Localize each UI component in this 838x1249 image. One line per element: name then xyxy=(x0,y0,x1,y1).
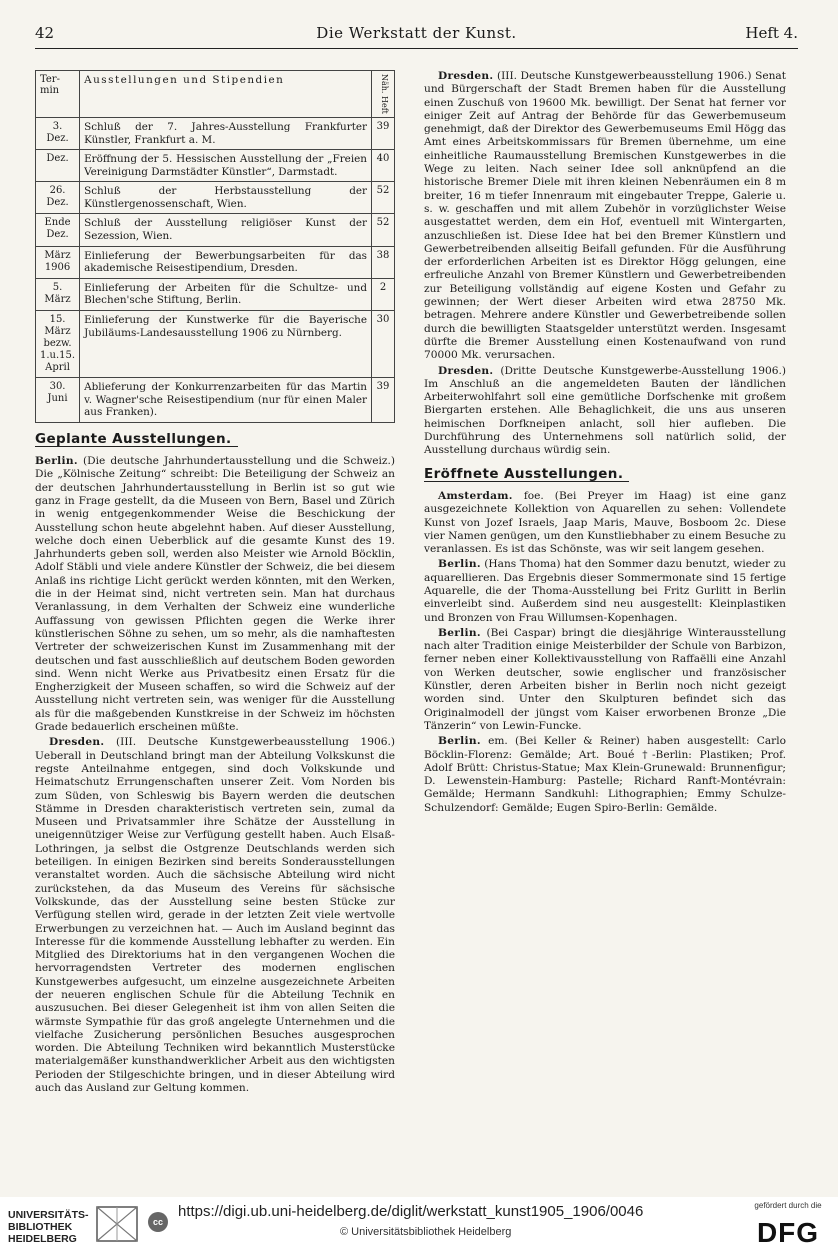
paragraph-text: (III. Deutsche Kunstgewerbeausstellung 1906.) Ueberall in Deutschland bringt man der Abteilung Volkskunst die regste Anteilnahme entgegen, sind doch Volkskunde und Heimatschutz Errungenschaften unserer Zeit. Vom Norden bis zum Süden, von Schleswig bis Bayern werden die deutschen Stämme in Dresden charakteristisch vertreten sein, zumal da Museen und Privatsammler ihre Schätze der Ausstellung in uneigennütziger Weise zur Verfügung gestellt haben. Auch Elsaß-Lothringen, ja selbst die Ostgrenze Deutschlands werden sich beteiligen. In einigen Bezirken sind bereits Sonderausstellungen veranstaltet worden. Auch die sächsische Abteilung wird nicht zurückstehen, da das Museum des Vereins für sächsische Volkskunde, das der Ausstellung seine besten Stücke zur Verfügung stellen wird, gerade in der letzten Zeit viele wertvolle Erwerbungen zu verzeichnen hat. — Auch im Ausland beginnt das Interesse für die kommende Ausstellung lebhafter zu werden. Ein Mitglied des Direktoriums hat in den vergangenen Wochen die hervorragendsten Vertreter des modernen englischen Kunstgewerbes aufgesucht, um einzelne ausgezeichnete Arbeiten der neueren englischen Schule für die Abteilung Technik en auszusuchen. Bei dieser Gelegenheit ist ihm von allen Seiten die wärmste Sympathie für das groß angelegte Unternehmen und die vielfache Zusicherung persönlichen Besuches ausgesprochen worden. Die Abteilung Techniken wird bekanntlich Musterstücke materialgemäßer kunsthandwerklicher Arbeit aus den wichtigsten Perioden der Stilgeschichte bringen, und in dieser Abteilung wird auch das Ausland zur Geltung kommen. xyxy=(35,736,395,1095)
schedule-date: Dez. xyxy=(36,150,80,182)
schedule-page-ref: 40 xyxy=(372,150,395,182)
paragraph-text: (Hans Thoma) hat den Sommer dazu benutzt, wieder zu aquarellieren. Das Ergebnis dieser Sommermonate sind 15 fertige Aquarelle, die der Thoma-Ausstellung bei Fritz Gurlitt in Berlin einverleibt sind. Außerdem sind neu ausgestellt: Kleinplastiken und Bronzen von Frau Willumsen-Kopenhagen. xyxy=(424,558,786,624)
permalink-url[interactable]: https://digi.ub.uni-heidelberg.de/diglit/werkstatt_kunst1905_1906/0046 xyxy=(178,1203,644,1220)
planned-paragraph-4 xyxy=(424,365,786,458)
schedule-entry: Schluß der Herbstausstellung der Künstlergenossenschaft, Wien. xyxy=(80,182,372,214)
place-name: Amsterdam. xyxy=(438,489,513,502)
library-emblem-icon xyxy=(95,1203,143,1243)
library-logo[interactable]: UNIVERSITÄTS- BIBLIOTHEK HEIDELBERG xyxy=(8,1209,89,1245)
schedule-row xyxy=(36,182,395,214)
schedule-page-ref: 52 xyxy=(372,214,395,246)
schedule-header-row xyxy=(36,71,395,118)
schedule-date: 30. Juni xyxy=(36,378,80,423)
opened-paragraph-4 xyxy=(424,735,786,815)
termin-header: Ter- min xyxy=(36,71,80,118)
schedule-entry: Einlieferung der Bewerbungsarbeiten für das akademische Reisestipendium, Dresden. xyxy=(80,246,372,278)
schedule-date: 15. März bezw. 1.u.15. April xyxy=(36,311,80,378)
header-rule xyxy=(35,48,798,49)
schedule-row xyxy=(36,378,395,423)
dfg-logo[interactable]: DFG xyxy=(756,1217,820,1248)
place-name: Dresden. xyxy=(49,736,105,749)
page-ref-header: Näh. Heft xyxy=(372,71,395,118)
schedule-entry: Einlieferung der Arbeiten für die Schultze- und Blechen'sche Stiftung, Berlin. xyxy=(80,278,372,310)
place-name: Berlin. xyxy=(438,626,481,639)
schedule-date: 3. Dez. xyxy=(36,117,80,149)
opened-paragraph-3 xyxy=(424,627,786,733)
journal-title: Die Werkstatt der Kunst. xyxy=(316,24,517,42)
schedule-page-ref: 38 xyxy=(372,246,395,278)
schedule-page-ref: 39 xyxy=(372,117,395,149)
copyright-notice: © Universitätsbibliothek Heidelberg xyxy=(340,1226,512,1238)
paragraph-text: (Bei Caspar) bringt die diesjährige Winterausstellung nach alter Tradition einige Meisterbilder der Schule von Barbizon, ferner neben einer Kollektivausstellung von Raffaëlli eine Anzahl von Werken deutscher, sowie englischer und französischer Künstler, deren Arbeiten bisher in Berlin noch nicht gezeigt worden sind. Unter den Skulpturen befindet sich das Originalmodell der jüngst vom Kaiser erworbenen Bronze „Die Tänzerin“ von Lewin-Funcke. xyxy=(424,626,786,732)
planned-paragraph-3 xyxy=(424,70,786,363)
schedule-date: 26. Dez. xyxy=(36,182,80,214)
schedule-page-ref: 52 xyxy=(372,182,395,214)
schedule-entry: Schluß der 7. Jahres-Ausstellung Frankfurter Künstler, Frankfurt a. M. xyxy=(80,117,372,149)
schedule-entry: Ablieferung der Konkurrenzarbeiten für das Martin v. Wagner'sche Reisestipendium (nur für einen Maler aus Franken). xyxy=(80,378,372,423)
place-name: Dresden. xyxy=(438,70,494,82)
funder-note: gefördert durch die xyxy=(754,1201,822,1210)
schedule-entry: Schluß der Ausstellung religiöser Kunst der Sezession, Wien. xyxy=(80,214,372,246)
place-name: Berlin. xyxy=(35,455,78,468)
schedule-page-ref: 39 xyxy=(372,378,395,423)
schedule-entry: Eröffnung der 5. Hessischen Ausstellung der „Freien Vereinigung Darmstädter Künstler“, Darmstadt. xyxy=(80,150,372,182)
planned-paragraph-1 xyxy=(35,455,395,734)
schedule-row xyxy=(36,117,395,149)
schedule-page-ref: 2 xyxy=(372,278,395,310)
place-name: Dresden. xyxy=(438,364,494,377)
page-header xyxy=(35,24,798,46)
opened-heading: Eröffnete Ausstellungen. xyxy=(424,468,629,482)
schedule-date: Ende Dez. xyxy=(36,214,80,246)
viewer-footer xyxy=(0,1197,838,1249)
schedule-row xyxy=(36,214,395,246)
schedule-date: März 1906 xyxy=(36,246,80,278)
schedule-date: 5. März xyxy=(36,278,80,310)
paragraph-text: (Dritte Deutsche Kunstgewerbe-Ausstellung 1906.) Im Anschluß an die angemeldeten Bauten der ländlichen Arbeiterwohlfahrt soll eine gemütliche Dorfschenke mit großem Biergarten erstehen. Alle Behaglichkeit, die uns aus unseren heimischen Dorfkneipen anlacht, soll hier aufleben. Die Durchführung des Unternehmens soll natürlich solid, der Ausstellung durchaus würdig sein. xyxy=(424,364,786,457)
left-column xyxy=(35,70,395,1095)
paragraph-text: (III. Deutsche Kunstgewerbeausstellung 1906.) Senat und Bürgerschaft der Stadt Bremen haben für die Ausstellung einen Zuschuß von 19600 Mk. bewilligt. Der Senat hat ferner vor einiger Zeit auf Antrag der Behörde für das Gewerbemuseum genehmigt, daß der Direktor des Gewerbemuseums Emil Högg das Amt eines Arbeitskommissars für Bremen übernehme, um eine einheitliche Raumausstellung Bremischen Kunstgewerbes in die Wege zu leiten. Nach seiner Idee soll anknüpfend an die historische Bremer Diele mit ihren kleinen Nebenräumen ein 8 m breiter, 16 m tiefer Innenraum mit eingebauter Treppe, Galerie u. s. w. geschaffen und mit allem Zubehör in vorzüglichster Weise ausgestattet werden, dem ein Hof, eventuell mit Wintergarten, anzuschließen ist. Diese Idee hat bei den Bremer Künstlern und Gewerbetreibenden allseitig Beifall gefunden. Für die Ausführung der erforderlichen Arbeiten ist es Direktor Högg gelungen, eine erfreuliche Anzahl von Bremer Künstlern und Gewerbetreibenden zur Beteiligung vollständig auf eigene Kosten und Gefahr zu gewinnen; der Wert dieser Arbeiten wird etwa 28750 Mk. betragen. Mehrere andere Künstler und Gewerbetreibende sollen durch die bewilligten Staatsgelder unterstützt werden. Insgesamt dürfte die Bremer Ausstellung einen Kostenaufwand von rund 70000 Mk. verursachen. xyxy=(424,70,786,362)
schedule-row xyxy=(36,150,395,182)
issue-label: Heft 4. xyxy=(745,24,798,42)
creative-commons-icon[interactable]: cc xyxy=(148,1212,168,1232)
planned-paragraph-2 xyxy=(35,736,395,1095)
page-number: 42 xyxy=(35,24,55,42)
place-name: Berlin. xyxy=(438,735,481,748)
schedule-row xyxy=(36,246,395,278)
opened-paragraph-2 xyxy=(424,558,786,624)
schedule-entry: Einlieferung der Kunstwerke für die Bayerische Jubiläums-Landesausstellung 1906 zu Nürnberg. xyxy=(80,311,372,378)
paragraph-text: (Die deutsche Jahrhundertausstellung und die Schweiz.) Die „Kölnische Zeitung“ schreibt: Die Beteiligung der Schweiz an der deutschen Jahrhundertausstellung in Berlin ist so gut wie ganz in Frage gestellt, da die Museen von Bern, Basel und Zürich in wenig entgegenkommender Weise die Beschickung der Ausstellung schon heute abgelehnt haben. Auf dieser Ausstellung, welche doch einen Ueberblick auf die gesamte Kunst des 19. Jahrhunderts geben soll, werden also Meister wie Arnold Böcklin, Adolf Stäbli und viele andere Künstler der Schweiz, die bei diesem Anlaß ins richtige Licht gerückt werden könnten, mit den Werken, die in der Heimat sind, nicht vertreten sein. Man hat durchaus Veranlassung, in dem Verhalten der Schweiz eine wunderliche Auffassung von gewissen Pflichten gegen die Werke ihrer künstlerischen Söhne zu sehen, um so mehr, als die namhaftesten Vertreter der schweizerischen Kunst im Zusammenhang mit der deutschen und fast ausschließlich auf deutschem Boden geworden sind. Wenn nicht Werke aus Privatbesitz einen Ersatz für die Engherzigkeit der Museen schaffen, so wird die Schweiz auf der Ausstellung nicht vertreten sein, was weniger für die Ausstellung als für die maßgebenden Kunstkreise in der Schweiz im höchsten Grade bedauerlich erscheinen müßte. xyxy=(35,455,396,734)
paragraph-text: em. (Bei Keller & Reiner) haben ausgestellt: Carlo Böcklin-Florenz: Gemälde; Art. Boué †-Berlin: Plastiken; Prof. Adolf Brütt: Christus-Statue; Max Klein-Grunewald: Brunnenfigur; D. Lewenstein-Hamburg: Pastelle; Richard Ranft-Montévrain: Gemälde; Hermann Sandkuhl: Lithographien; Emmy Schulze-Schulzendorf: Gemälde; Eugen Spiro-Berlin: Gemälde. xyxy=(424,735,786,814)
title-header: Ausstellungen und Stipendien xyxy=(80,71,372,118)
schedule-page-ref: 30 xyxy=(372,311,395,378)
schedule-table xyxy=(35,70,395,423)
schedule-row xyxy=(36,311,395,378)
schedule-row xyxy=(36,278,395,310)
place-name: Berlin. xyxy=(438,558,481,571)
opened-paragraph-1 xyxy=(424,490,786,556)
right-column xyxy=(424,70,786,815)
planned-heading: Geplante Ausstellungen. xyxy=(35,433,238,447)
paragraph-text: foe. (Bei Preyer im Haag) ist eine ganz ausgezeichnete Kollektion von Aquarellen zu sehen: Vollendete Kunst von Jozef Israels, Jaap Maris, Mauve, Bosboom 2c. Diese vier Namen genügen, um den Kunstliebhaber zu einem Besuche zu veranlassen. Es ist das Schönste, was wir seit langem gesehen. xyxy=(424,489,786,556)
